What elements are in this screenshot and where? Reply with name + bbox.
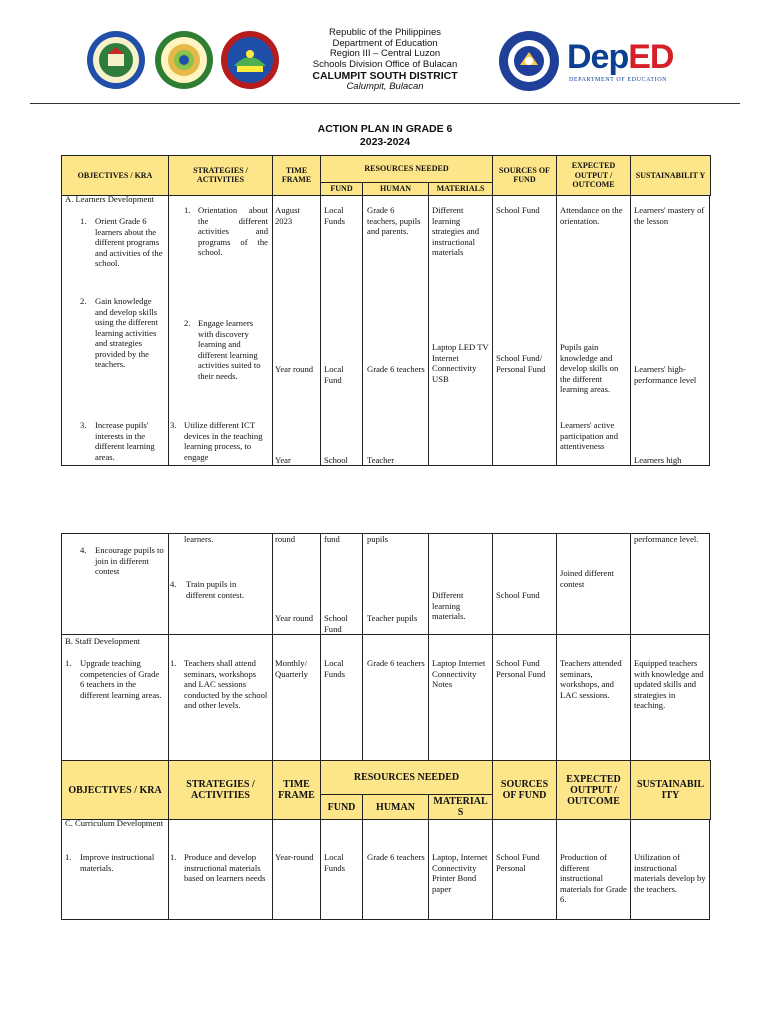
deped-wordmark-logo [567,40,677,88]
table-2-header [61,760,711,820]
list-number: 1. [184,205,191,215]
page-subtitle-year: 2023-2024 [359,136,411,148]
letterhead-line: Region III – Central Luzon [329,48,441,60]
expected-output-cell: Attendance on the orientation. [560,205,623,226]
materials-cell: Laptop Internet Connectivity Notes [432,658,486,689]
col-sustainability: SUSTAINABILIT Y [631,156,711,196]
list-number: 4. [80,545,87,555]
town-name: Calumpit, Bulacan [346,81,424,93]
human-resource-cell: Grade 6 teachers, pupils and parents. [367,205,421,236]
col-sources: SOURCES OF FUND [493,761,557,820]
human-resource-cell: Grade 6 teachers [367,364,425,374]
human-resource-cell: pupils [367,534,389,544]
col-expected: EXPECTED OUTPUT / OUTCOME [557,761,631,820]
list-number: 1. [80,216,87,226]
deped-subtitle: DEPARTMENT OF EDUCATION [569,77,668,83]
strategy-item: Orientation about the different activities and programs of the school. [198,205,268,257]
section-heading-learners: A. Learners Development [65,194,155,204]
objective-item: Gain knowledge and develop skills using the different learning activities and strategies provided by the teachers. [95,296,158,369]
strategy-item: Utilize different ICT devices in the teaching learning process, to engage [184,420,263,462]
time-frame-cell: Year [275,455,291,465]
division-seal-logo [154,30,214,90]
table-1-header [61,155,711,196]
fund-cell: Local Funds [324,852,346,873]
time-frame-cell: Year round [275,364,314,374]
list-number: 3. [80,420,87,430]
fund-cell: Local Funds [324,658,346,679]
time-frame-cell: August 2023 [275,205,300,226]
human-resource-cell: Grade 6 teachers [367,852,425,862]
materials-cell: Laptop, Internet Connectivity Printer Bond paper [432,852,488,894]
col-strategies: STRATEGIES / ACTIVITIES [169,761,273,820]
objective-item: Improve instructional materials. [80,852,155,873]
strategy-item: Produce and develop instructional materials based on learners needs [184,852,266,883]
section-heading-staff: B. Staff Development [65,636,141,646]
materials-cell: Laptop LED TV Internet Connectivity USB [432,342,489,384]
list-number: 1. [170,852,177,862]
expected-output-cell: Learners' active participation and attentiveness [560,420,618,451]
list-number: 2. [80,296,87,306]
sustainability-cell: Learners' mastery of the lesson [634,205,705,226]
fund-cell: Local Fund [324,364,344,385]
fund-cell: Local Funds [324,205,346,226]
school-seal-logo [86,30,146,90]
sustainability-cell: Learners' high-performance level [634,364,697,385]
list-number: 4. [170,579,177,589]
source-of-fund-cell: School Fund [496,205,540,215]
time-frame-cell: round [275,534,296,544]
human-resource-cell: Grade 6 teachers [367,658,425,668]
district-name: CALUMPIT SOUTH DISTRICT [312,70,458,83]
human-resource-cell: Teacher pupils [367,613,418,623]
time-frame-cell: Year round [275,613,314,623]
fund-cell: fund [324,534,340,544]
time-frame-cell: Monthly/ Quarterly [275,658,308,679]
objective-item: Encourage pupils to join in different contest [95,545,164,576]
list-number: 3. [170,420,177,430]
col-fund: FUND [321,795,363,820]
letterhead-line: Schools Division Office of Bulacan [312,58,458,70]
objective-item: Increase pupils' interests in the different learning areas. [95,420,155,462]
strategy-item: Engage learners with discovery learning and different learning activities suited to their needs. [198,318,261,381]
col-objectives: OBJECTIVES / KRA [62,761,169,820]
time-frame-cell: Year-round [275,852,314,862]
list-number: 1. [65,852,72,862]
col-sustainability: SUSTAINABIL ITY [631,761,711,820]
col-fund: FUND [321,183,363,196]
col-strategies: STRATEGIES / ACTIVITIES [169,156,273,196]
source-of-fund-cell: School Fund [496,590,540,600]
col-sources: SOURCES OF FUND [493,156,557,196]
materials-cell: Different learning materials. [432,590,466,621]
objective-item: Orient Grade 6 learners about the different programs and activities of the school. [95,216,163,268]
expected-output-cell: Teachers attended seminars, workshops, and LAC sessions. [560,658,622,700]
page-title: ACTION PLAN IN GRADE 6 [317,123,453,135]
human-resource-cell: Teacher [367,455,395,465]
source-of-fund-cell: School Fund Personal Fund [496,658,546,679]
expected-output-cell: Production of different instructional materials for Grade 6. [560,852,627,904]
fund-cell: School Fund [324,613,348,634]
col-expected: EXPECTED OUTPUT / OUTCOME [557,156,631,196]
col-materials: MATERIALS [429,183,493,196]
strategy-item: Train pupils in different contest. [186,579,245,600]
source-of-fund-cell: School Fund/ Personal Fund [496,353,546,374]
deped-wordmark: DepED [567,38,674,76]
col-materials: MATERIAL S [429,795,493,820]
strategy-item: Teachers shall attend seminars, workshops and LAC sessions conducted by the school and other levels. [184,658,268,710]
letterhead-line: Department of Education [332,37,438,49]
col-objectives: OBJECTIVES / KRA [62,156,169,196]
sustainability-cell: Learners high [634,455,682,465]
list-number: 1. [170,658,177,668]
col-resources: RESOURCES NEEDED [321,156,493,183]
letterhead-text [270,28,500,93]
letterhead-line: Republic of the Philippines [329,27,441,38]
col-time-frame: TIME FRAME [273,761,321,820]
list-number: 2. [184,318,191,328]
deped-seal-logo [498,30,560,92]
materials-cell: Different learning strategies and instructional materials [432,205,480,257]
expected-output-cell: Pupils gain knowledge and develop skills on the different learning areas. [560,342,619,394]
sustainability-cell: Equipped teachers with knowledge and updated skills and strategies in teaching. [634,658,704,710]
sustainability-cell: performance level. [634,534,699,544]
col-time-frame: TIME FRAME [273,156,321,196]
col-resources: RESOURCES NEEDED [321,761,493,795]
col-human: HUMAN [363,795,429,820]
sustainability-cell: Utilization of instructional materials develop by the teachers. [634,852,706,894]
strategy-continuation: learners. [184,534,214,544]
section-heading-curriculum: C. Curriculum Development [65,818,164,828]
objective-item: Upgrade teaching competencies of Grade 6 teachers in the different learning areas. [80,658,162,700]
expected-output-cell: Joined different contest [560,568,615,589]
list-number: 1. [65,658,72,668]
header-divider [30,103,740,104]
source-of-fund-cell: School Fund Personal [496,852,540,873]
fund-cell: School [324,455,348,465]
col-human: HUMAN [363,183,429,196]
